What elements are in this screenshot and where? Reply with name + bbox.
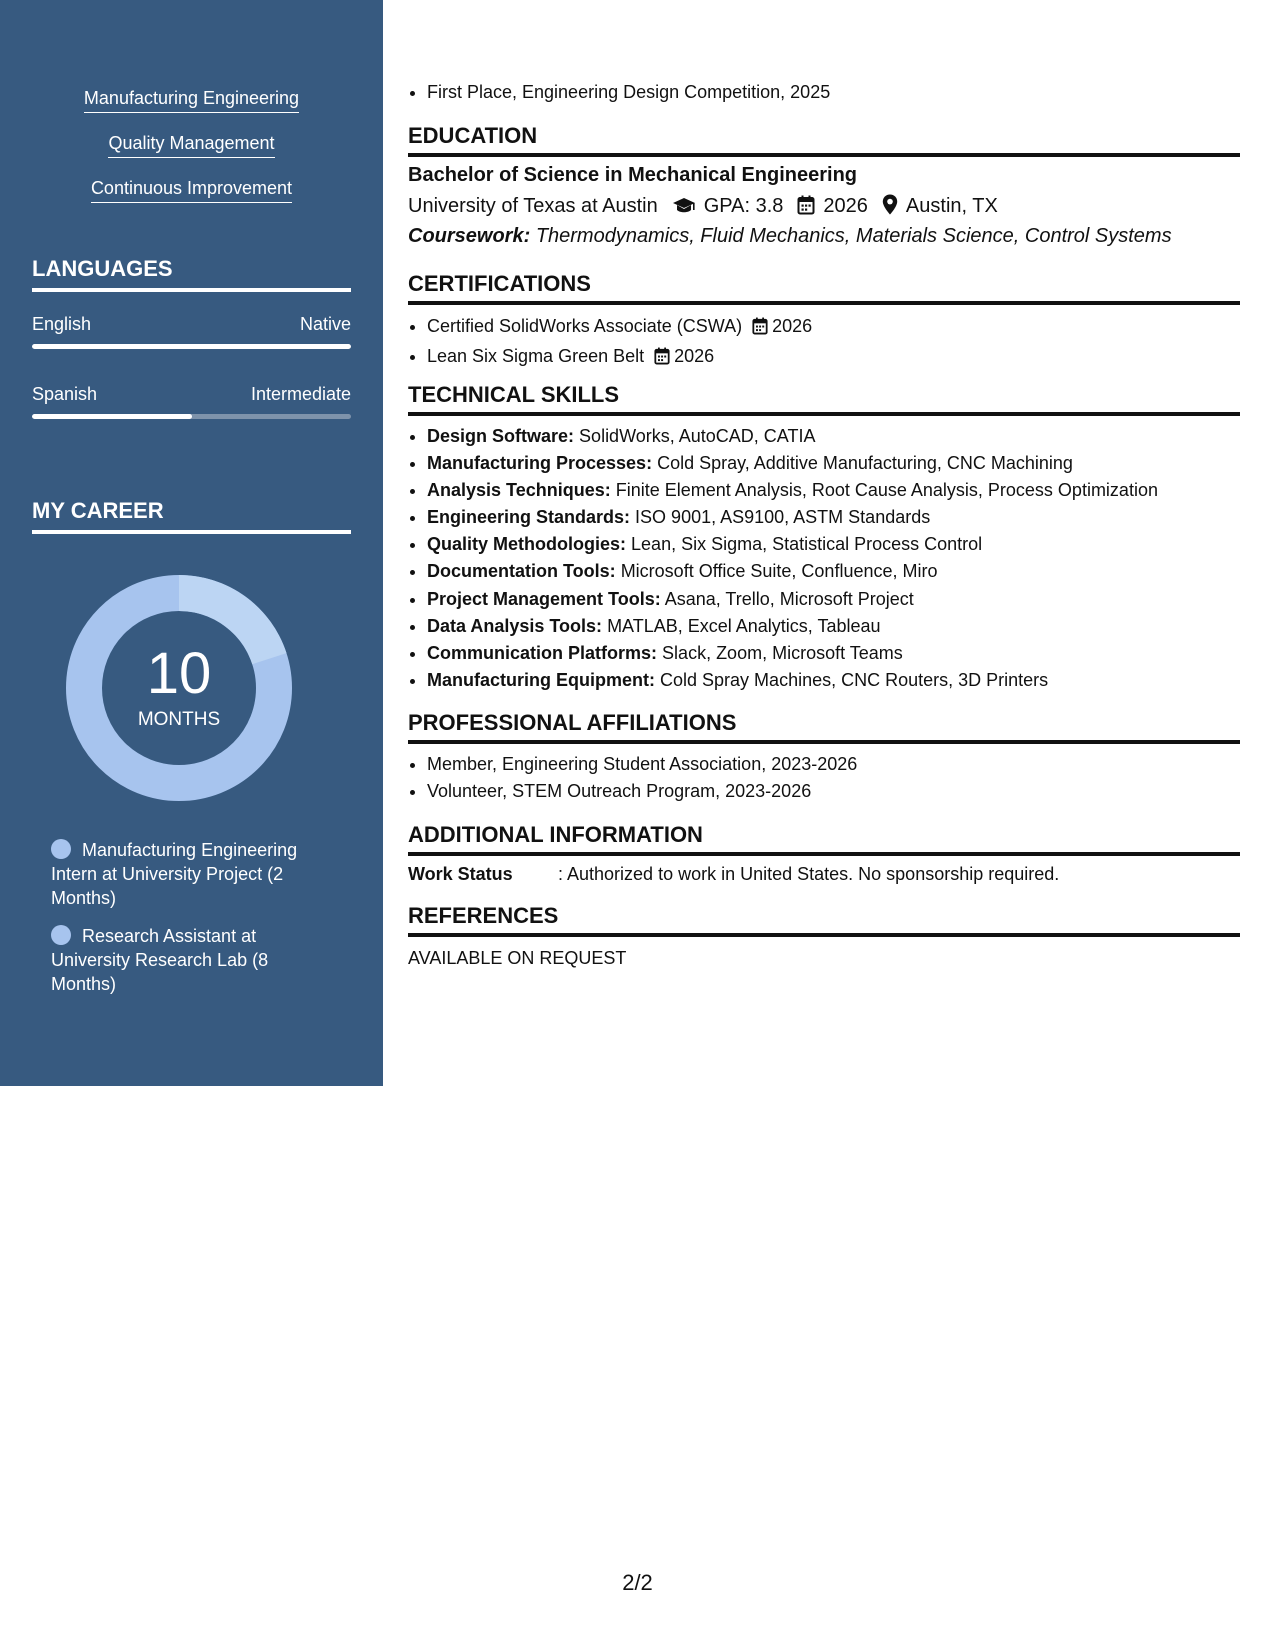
- certification-year: 2026: [674, 346, 715, 366]
- skill-label: Engineering Standards:: [427, 507, 631, 528]
- list-item: [427, 313, 812, 343]
- work-status-value: : Authorized to work in United States. No sponsorship required.: [558, 864, 1060, 884]
- skill-item: [427, 531, 1158, 558]
- skill-value: Slack, Zoom, Microsoft Teams: [662, 642, 903, 663]
- skill-label: Analysis Techniques:: [427, 480, 611, 501]
- skill-label: Quality Methodologies:: [427, 534, 627, 555]
- career-item: [51, 838, 321, 910]
- skill-value: Cold Spray Machines, CNC Routers, 3D Printers: [660, 669, 1049, 690]
- skill-item: [427, 667, 1158, 694]
- skill-item: [427, 640, 1158, 667]
- work-status-label: Work Status: [408, 864, 513, 884]
- language-name: English: [32, 314, 92, 334]
- languages-heading: LANGUAGES: [32, 256, 351, 292]
- skill-value: Asana, Trello, Microsoft Project: [664, 588, 914, 609]
- interest-item: [0, 178, 383, 203]
- language-row: [32, 384, 351, 405]
- references-heading: REFERENCES: [408, 903, 1240, 937]
- skill-value: SolidWorks, AutoCAD, CATIA: [579, 426, 816, 446]
- language-bar-fill: [32, 344, 351, 349]
- skill-value: Lean, Six Sigma, Statistical Process Control: [631, 534, 983, 555]
- gpa-value: GPA: 3.8: [703, 195, 784, 217]
- list-item: • Member, Engineering Student Association, 2023-2026: [427, 751, 857, 778]
- awards-list: [408, 79, 830, 106]
- skill-label: Design Software:: [427, 426, 575, 446]
- career-heading: MY CAREER: [32, 498, 351, 534]
- additional-info-heading: ADDITIONAL INFORMATION: [408, 822, 1240, 856]
- affiliations-list: [408, 751, 857, 805]
- language-level: Intermediate: [250, 384, 351, 404]
- skill-label: Manufacturing Processes:: [427, 453, 653, 474]
- skill-value: Cold Spray, Additive Manufacturing, CNC Machining: [657, 453, 1073, 474]
- skill-label: Communication Platforms:: [427, 642, 658, 663]
- career-dot-icon: [51, 925, 71, 945]
- language-bar-fill: [32, 414, 192, 419]
- certification-name: Lean Six Sigma Green Belt: [427, 346, 645, 366]
- calendar-icon: [797, 195, 815, 221]
- affiliations-heading: PROFESSIONAL AFFILIATIONS: [408, 710, 1240, 744]
- calendar-icon: [654, 346, 670, 373]
- career-dot-icon: [51, 839, 71, 859]
- career-item: [51, 924, 321, 996]
- language-level: Native: [299, 314, 351, 334]
- skill-value: MATLAB, Excel Analytics, Tableau: [607, 615, 881, 636]
- skill-value: ISO 9001, AS9100, ASTM Standards: [635, 507, 931, 528]
- skill-value: Finite Element Analysis, Root Cause Analysis, Process Optimization: [615, 480, 1158, 501]
- map-pin-icon: [882, 194, 898, 221]
- skill-label: Manufacturing Equipment:: [427, 669, 655, 690]
- language-row: [32, 314, 351, 335]
- coursework-value: Thermodynamics, Fluid Mechanics, Materials Science, Control Systems: [535, 225, 1172, 247]
- technical-skills-heading: TECHNICAL SKILLS: [408, 382, 1240, 416]
- skill-item: [427, 450, 1158, 477]
- skill-label: Project Management Tools:: [427, 588, 661, 609]
- interest-item: [0, 88, 383, 113]
- certification-year: 2026: [772, 316, 813, 336]
- certifications-list: [408, 313, 812, 373]
- graduation-year: 2026: [823, 195, 868, 217]
- interest-label: Manufacturing Engineering: [84, 88, 299, 113]
- interest-label: Continuous Improvement: [91, 178, 292, 203]
- skill-item: [427, 558, 1158, 585]
- interest-label: Quality Management: [108, 133, 274, 158]
- list-item: [427, 343, 812, 373]
- skill-item: [427, 586, 1158, 613]
- skill-item: [427, 423, 1158, 450]
- skill-item: [427, 477, 1158, 504]
- career-item-text: Research Assistant at University Research Lab (8 Months): [51, 926, 269, 994]
- page-number: 2/2: [622, 1570, 653, 1595]
- list-item: • First Place, Engineering Design Competition, 2025: [427, 79, 830, 106]
- graduation-cap-icon: [672, 197, 696, 221]
- career-total-value: 10: [146, 641, 212, 706]
- list-item: • Volunteer, STEM Outreach Program, 2023-2026: [427, 778, 857, 805]
- skill-item: [427, 613, 1158, 640]
- education-details: [408, 194, 998, 221]
- references-text: AVAILABLE ON REQUEST: [408, 948, 627, 968]
- career-item-text: Manufacturing Engineering Intern at University Project (2 Months): [51, 840, 298, 908]
- school-location: Austin, TX: [905, 195, 998, 217]
- interest-item: [0, 133, 383, 158]
- language-bar: [32, 414, 351, 419]
- skill-label: Documentation Tools:: [427, 561, 616, 582]
- certification-name: Certified SolidWorks Associate (CSWA): [427, 316, 743, 336]
- skills-list: [408, 423, 1158, 694]
- coursework-label: Coursework:: [408, 225, 531, 247]
- certifications-heading: CERTIFICATIONS: [408, 271, 1240, 305]
- language-name: Spanish: [32, 384, 98, 404]
- degree-title: Bachelor of Science in Mechanical Engineering: [408, 164, 858, 186]
- work-status-row: [408, 864, 1059, 885]
- career-donut-chart: [66, 575, 292, 801]
- education-heading: EDUCATION: [408, 123, 1240, 157]
- sidebar: [0, 0, 383, 1086]
- skill-label: Data Analysis Tools:: [427, 615, 603, 636]
- career-total-unit: MONTHS: [137, 709, 221, 730]
- skill-item: [427, 504, 1158, 531]
- skill-value: Microsoft Office Suite, Confluence, Miro: [620, 561, 938, 582]
- calendar-icon: [752, 316, 768, 343]
- school-name: University of Texas at Austin: [408, 195, 658, 217]
- language-bar: [32, 344, 351, 349]
- coursework-line: [408, 225, 1172, 248]
